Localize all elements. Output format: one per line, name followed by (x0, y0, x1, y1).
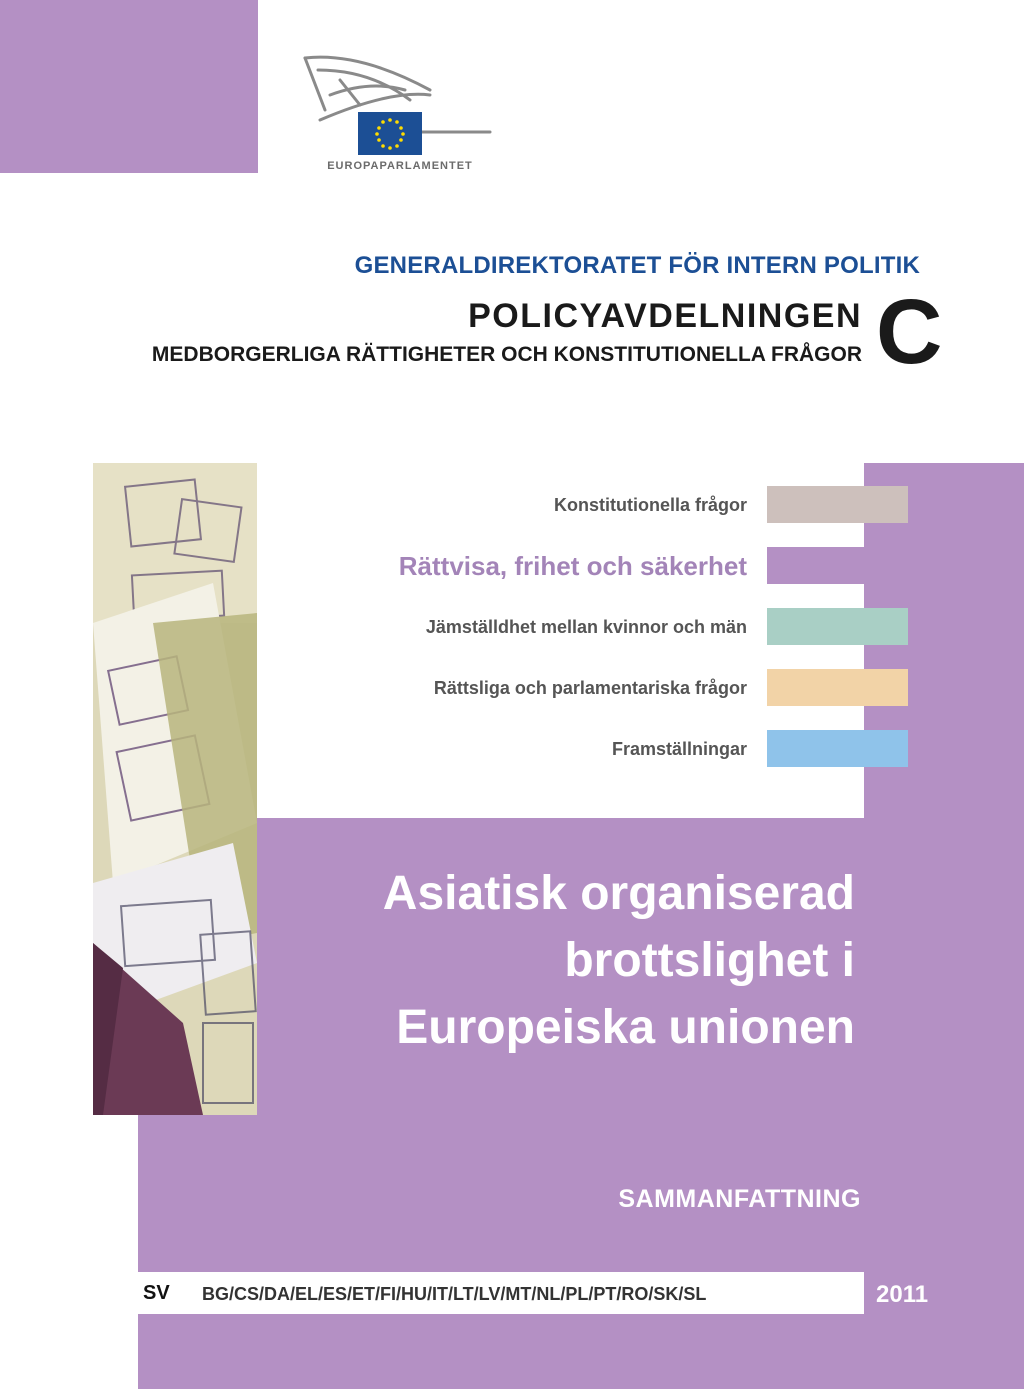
category-swatch-justice (767, 547, 908, 584)
category-swatch-petitions (767, 730, 908, 767)
category-label-equality: Jämställdhet mellan kvinnor och män (425, 617, 747, 637)
category-swatch-legal (767, 669, 908, 706)
category-label-petitions: Framställningar (611, 739, 747, 759)
department-subject: MEDBORGERLIGA RÄTTIGHETER OCH KONSTITUTIONELLA FRÅGOR (151, 343, 862, 366)
publication-year: 2011 (876, 1281, 929, 1308)
document-type-label: SAMMANFATTNING (618, 1185, 861, 1213)
department-heading: POLICYAVDELNINGEN (468, 297, 862, 335)
document-title-line-1: Asiatisk organiserad (382, 867, 855, 920)
document-title-line-3: Europeiska unionen (396, 1001, 855, 1054)
category-swatch-constitutional (767, 486, 908, 523)
passport-stamps-photo (93, 463, 257, 1115)
language-current: SV (143, 1282, 170, 1304)
directorate-heading: GENERALDIREKTORATET FÖR INTERN POLITIK (354, 252, 920, 279)
parliament-hemicycle-icon (300, 50, 500, 160)
category-swatch-equality (767, 608, 908, 645)
top-left-color-block (0, 0, 258, 173)
category-label-legal: Rättsliga och parlamentariska frågor (433, 678, 747, 698)
logo-wordmark: EUROPAPARLAMENTET (327, 160, 473, 172)
department-letter: C (876, 281, 943, 383)
category-label-justice: Rättvisa, frihet och säkerhet (398, 551, 747, 581)
document-title-line-2: brottslighet i (564, 934, 855, 987)
language-list: BG/CS/DA/EL/ES/ET/FI/HU/IT/LT/LV/MT/NL/PL/PT/RO/SK/SL (202, 1284, 707, 1304)
category-label-constitutional: Konstitutionella frågor (554, 495, 747, 515)
